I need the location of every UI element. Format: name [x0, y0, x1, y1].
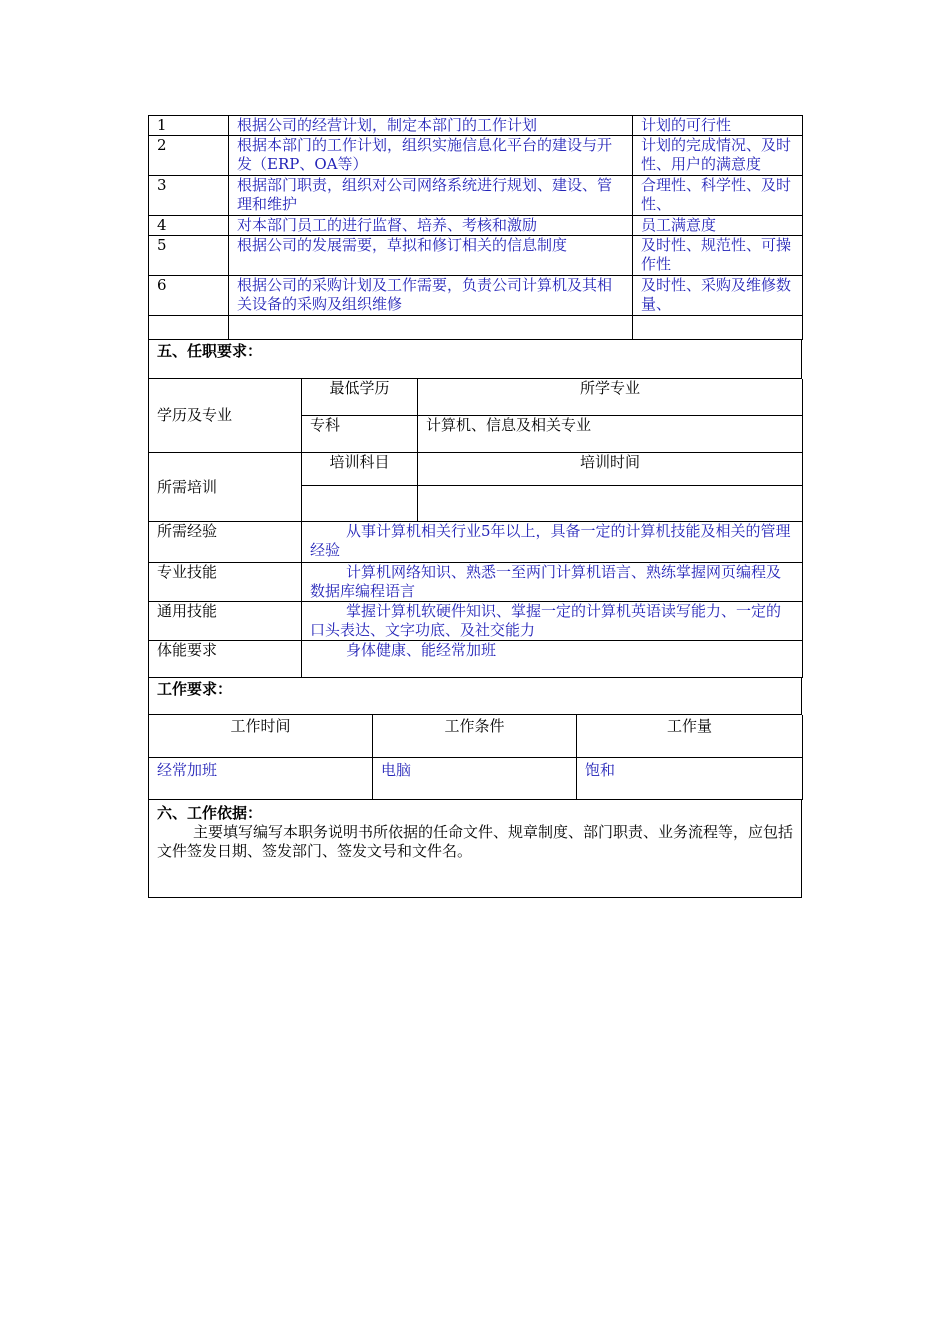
table-row	[149, 216, 803, 236]
work-title: 工作要求：	[149, 678, 802, 715]
training-label: 所需培训	[149, 453, 302, 522]
duty-no: 2	[149, 136, 229, 176]
experience-value: 从事计算机相关行业5年以上，具备一定的计算机技能及相关的管理经验	[302, 522, 803, 562]
physical-label: 体能要求	[149, 640, 302, 677]
duty-no: 5	[149, 236, 229, 276]
min-degree-value: 专科	[302, 416, 418, 453]
training-subject-header: 培训科目	[302, 453, 418, 486]
major-value: 计算机、信息及相关专业	[418, 416, 803, 453]
table-row	[149, 236, 803, 276]
duty-content: 根据公司的发展需要，草拟和修订相关的信息制度	[229, 236, 633, 276]
job-description-document	[148, 115, 802, 898]
basis-table	[148, 800, 802, 899]
professional-skills-label: 专业技能	[149, 562, 302, 601]
work-condition-header: 工作条件	[373, 715, 577, 757]
work-time-value: 经常加班	[149, 757, 373, 799]
min-degree-header: 最低学历	[302, 379, 418, 416]
duty-no: 6	[149, 276, 229, 316]
education-table	[148, 379, 803, 523]
duty-content: 根据部门职责，组织对公司网络系统进行规划、建设、管理和维护	[229, 176, 633, 216]
workload-header: 工作量	[577, 715, 803, 757]
section-title: 五、任职要求：	[149, 340, 802, 378]
duty-standard: 计划的完成情况、及时性、用户的满意度	[633, 136, 803, 176]
duty-content: 对本部门员工的进行监督、培养、考核和激励	[229, 216, 633, 236]
duty-standard: 合理性、科学性、及时性、	[633, 176, 803, 216]
duty-no: 3	[149, 176, 229, 216]
work-condition-value: 电脑	[373, 757, 577, 799]
section-title: 六、工作依据：	[157, 803, 263, 822]
work-time-header: 工作时间	[149, 715, 373, 757]
general-skills-label: 通用技能	[149, 601, 302, 640]
basis-text: 主要填写编写本职务说明书所依据的任命文件、规章制度、部门职责、业务流程等，应包括文件签发日期、签发部门、签发文号和文件名。	[157, 822, 794, 860]
physical-value: 身体健康、能经常加班	[302, 640, 803, 677]
workload-value: 饱和	[577, 757, 803, 799]
table-row	[149, 136, 803, 176]
table-row	[149, 276, 803, 316]
major-header: 所学专业	[418, 379, 803, 416]
duty-no: 1	[149, 116, 229, 136]
professional-skills-value: 计算机网络知识、熟悉一至两门计算机语言、熟练掌握网页编程及数据库编程语言	[302, 562, 803, 601]
general-skills-value: 掌握计算机软硬件知识、掌握一定的计算机英语读写能力、一定的口头表达、文字功底、及社交能力	[302, 601, 803, 640]
duty-content: 根据公司的采购计划及工作需要，负责公司计算机及其相关设备的采购及组织维修	[229, 276, 633, 316]
duties-table	[148, 115, 803, 340]
education-label: 学历及专业	[149, 379, 302, 453]
table-row	[149, 316, 803, 340]
duty-standard: 及时性、规范性、可操作性	[633, 236, 803, 276]
work-table	[148, 715, 803, 800]
requirements-title-table	[148, 340, 802, 379]
work-title-table	[148, 678, 802, 716]
duty-standard: 员工满意度	[633, 216, 803, 236]
duty-standard: 计划的可行性	[633, 116, 803, 136]
table-row	[149, 176, 803, 216]
experience-label: 所需经验	[149, 522, 302, 562]
duty-content: 根据公司的经营计划，制定本部门的工作计划	[229, 116, 633, 136]
training-time-header: 培训时间	[418, 453, 803, 486]
duty-content: 根据本部门的工作计划，组织实施信息化平台的建设与开发（ERP、OA等）	[229, 136, 633, 176]
table-row	[149, 116, 803, 136]
duty-no: 4	[149, 216, 229, 236]
duty-standard: 及时性、采购及维修数量、	[633, 276, 803, 316]
skills-table	[148, 522, 803, 678]
